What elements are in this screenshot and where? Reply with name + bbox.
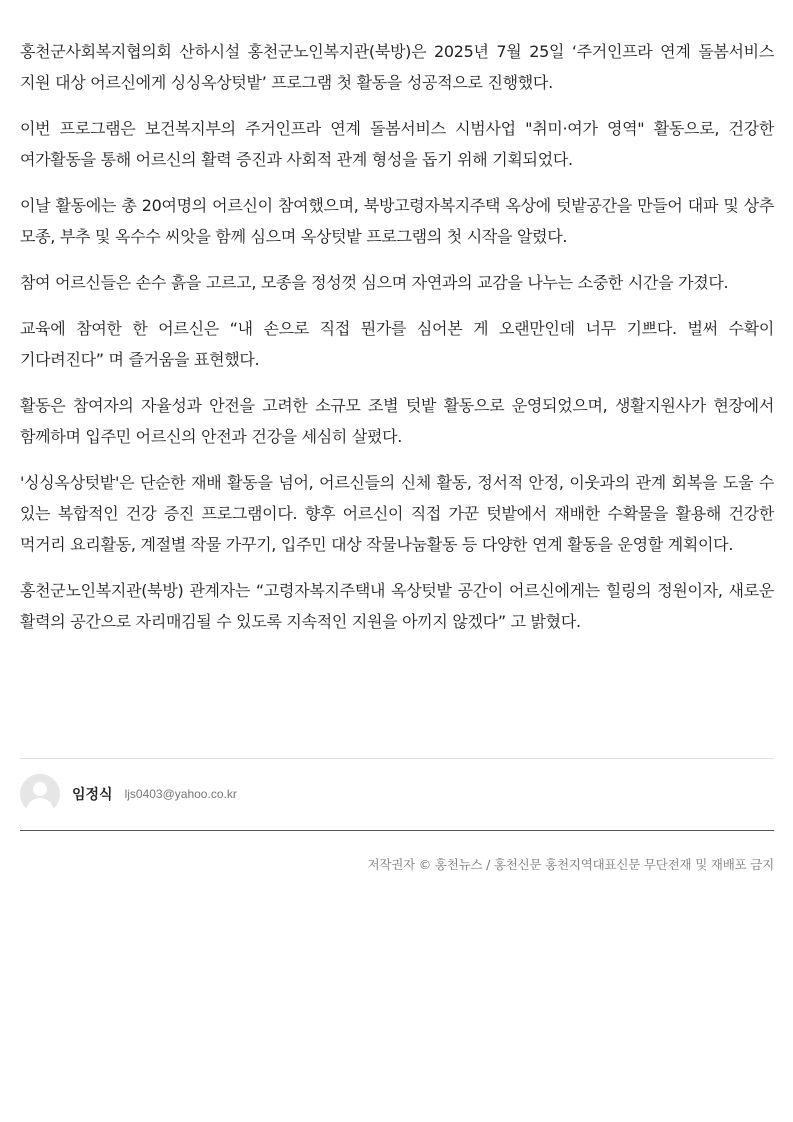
author-divider-top — [20, 758, 774, 759]
author-email[interactable]: ljs0403@yahoo.co.kr — [124, 787, 237, 801]
article-paragraph: 홍천군사회복지협의회 산하시설 홍천군노인복지관(북방)은 2025년 7월 25일 ‘주거인프라 연계 돌봄서비스 지원 대상 어르신에게 싱싱옥상텃밭’ 프로그램 첫 활동을 성공적으로 진행했다. — [20, 42, 774, 92]
article-body — [20, 36, 774, 652]
author-divider-bottom — [20, 830, 774, 831]
article-paragraph: 교육에 참여한 한 어르신은 “내 손으로 직접 뭔가를 심어본 게 오랜만인데 너무 기쁘다. 벌써 수확이 기다려진다” 며 즐거움을 표현했다. — [20, 319, 774, 369]
article-paragraph: 이번 프로그램은 보건복지부의 주거인프라 연계 돌봄서비스 시범사업 "취미·여가 영역" 활동으로, 건강한 여가활동을 통해 어르신의 활력 증진과 사회적 관계 형성을 돕기 위해 기획되었다. — [20, 119, 774, 169]
author-name[interactable]: 임정식 — [72, 787, 113, 803]
article-paragraph: 참여 어르신들은 손수 흙을 고르고, 모종을 정성껏 심으며 자연과의 교감을 나누는 소중한 시간을 가졌다. — [20, 273, 729, 292]
article-paragraph: 이날 활동에는 총 20여명의 어르신이 참여했으며, 북방고령자복지주택 옥상에 텃밭공간을 만들어 대파 및 상추 모종, 부추 및 옥수수 씨앗을 함께 심으며 옥상텃밭 프로그램의 첫 시작을 알렸다. — [20, 196, 774, 246]
user-silhouette-icon — [20, 774, 60, 814]
author-box — [20, 774, 237, 814]
article-paragraph: 홍천군노인복지관(북방) 관계자는 “고령자복지주택내 옥상텃밭 공간이 어르신에게는 힐링의 정원이자, 새로운 활력의 공간으로 자리매김될 수 있도록 지속적인 지원을 아끼지 않겠다” 고 밝혔다. — [20, 581, 774, 631]
article-paragraph: 활동은 참여자의 자율성과 안전을 고려한 소규모 조별 텃밭 활동으로 운영되었으며, 생활지원사가 현장에서 함께하며 입주민 어르신의 안전과 건강을 세심히 살폈다. — [20, 396, 774, 446]
copyright-notice: 저작권자 © 홍천뉴스 / 홍천신문 홍천지역대표신문 무단전재 및 재배포 금지 — [367, 857, 774, 872]
article-paragraph: '싱싱옥상텃밭'은 단순한 재배 활동을 넘어, 어르신들의 신체 활동, 정서적 안정, 이웃과의 관계 회복을 도울 수 있는 복합적인 건강 증진 프로그램이다. 향후 어르신이 직접 가꾼 텃밭에서 재배한 수확물을 활용해 건강한 먹거리 요리활동, 계절별 작물 가꾸기, 입주민 대상 작물나눔활동 등 다양한 연계 활동을 운영할 계획이다. — [20, 473, 774, 554]
